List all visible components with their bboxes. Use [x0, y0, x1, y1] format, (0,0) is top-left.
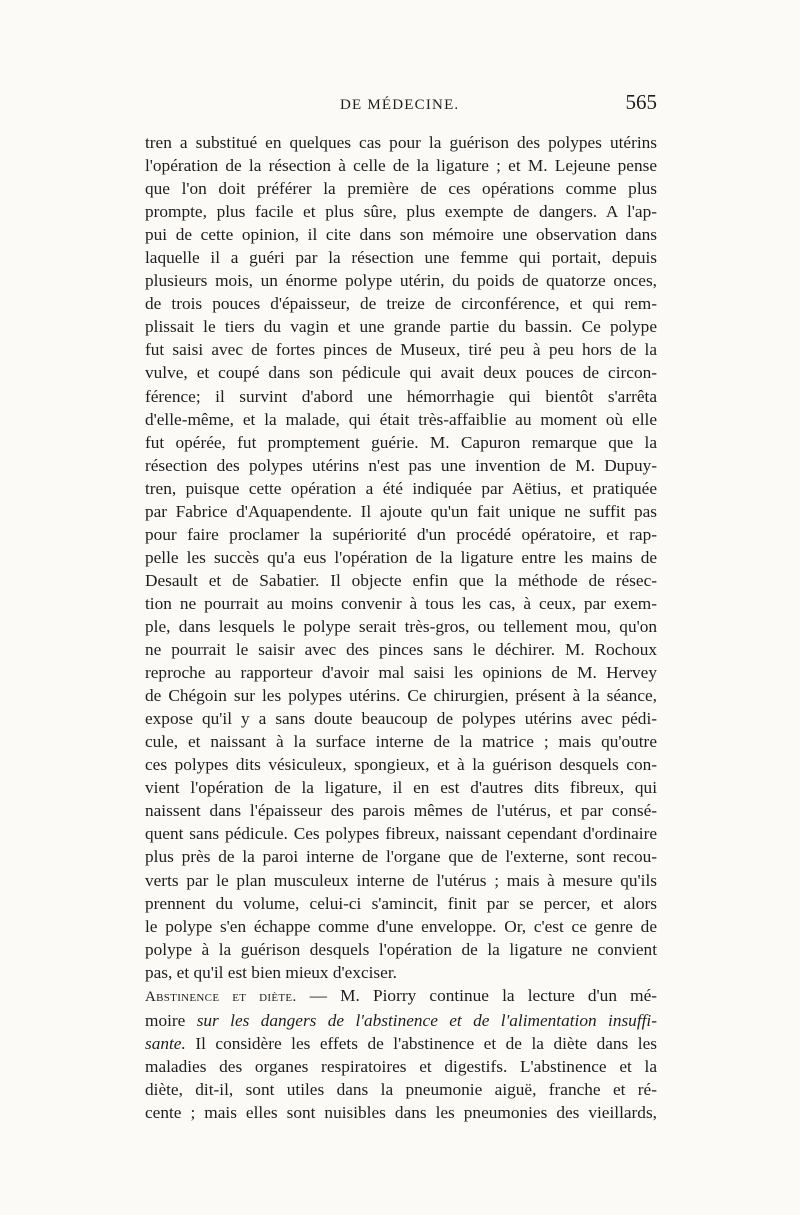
text-line: fut saisi avec de fortes pinces de Museux, tiré peu à peu hors de la — [145, 340, 657, 360]
text-line: pui de cette opinion, il cite dans son mémoire une observation dans — [145, 225, 657, 245]
text-line: plusieurs mois, un énorme polype utérin, du poids de quatorze onces, — [145, 271, 657, 291]
text-line: ple, dans lesquels le polype serait très-gros, ou tellement mou, qu'on — [145, 616, 657, 636]
text-line: de Chégoin sur les polypes utérins. Ce chirurgien, présent à la séance, — [145, 686, 657, 706]
text-line: pelle les succès qu'a eus l'opération de la ligature entre les mains de — [145, 547, 657, 567]
text-line: prennent du volume, celui-ci s'amincit, finit par se percer, et alors — [145, 893, 657, 913]
text-line: plissait le tiers du vagin et une grande partie du bassin. Ce polype — [145, 317, 657, 337]
section-line — [145, 1009, 657, 1032]
text-line: Desault et de Sabatier. Il objecte enfin que la méthode de résec- — [145, 570, 657, 590]
section-line: diète, dit-il, sont utiles dans la pneumonie aiguë, franche et ré- — [145, 1079, 657, 1099]
text-line: ne pourrait le saisir avec des pinces sans le déchirer. M. Rochoux — [145, 640, 657, 660]
text-line: expose qu'il y a sans doute beaucoup de polypes utérins avec pédi- — [145, 709, 657, 729]
text-line: pour faire proclamer la supériorité d'un procédé opératoire, et rap- — [145, 524, 657, 544]
text-line: que l'on doit préférer la première de ces opérations comme plus — [145, 179, 657, 199]
text-line: de trois pouces d'épaisseur, de treize de circonférence, et qui rem- — [145, 294, 657, 314]
page-header — [145, 90, 657, 120]
text-line: l'opération de la résection à celle de la ligature ; et M. Lejeune pense — [145, 156, 657, 176]
memoir-title-italic: sur les dangers de l'abstinence et de l'alimentation insuffi- — [196, 1010, 657, 1030]
section-text: Il considère les effets de l'abstinence et de la diète dans les — [185, 1033, 657, 1053]
section-line: maladies des organes respiratoires et digestifs. L'abstinence et la — [145, 1056, 657, 1076]
text-line: résection des polypes utérins n'est pas une invention de M. Dupuy- — [145, 455, 657, 475]
text-line: vulve, et coupé dans son pédicule qui avait deux pouces de circon- — [145, 363, 657, 383]
running-head: DE MÉDECINE. — [340, 97, 460, 113]
text-line: ces polypes dits vésiculeux, spongieux, et à la guérison desquels con- — [145, 755, 657, 775]
text-line: pas, et qu'il est bien mieux d'exciser. — [145, 962, 397, 982]
section-text: moire — [145, 1010, 197, 1030]
text-line: le polype s'en échappe comme d'une enveloppe. Or, c'est ce genre de — [145, 916, 657, 936]
text-line: polype à la guérison desquels l'opération de la ligature ne convient — [145, 939, 657, 959]
text-line: verts par le plan musculeux interne de l'utérus ; mais à mesure qu'ils — [145, 870, 657, 890]
text-line: fut opérée, fut promptement guérie. M. Capuron remarque que la — [145, 432, 657, 452]
body-text — [145, 131, 657, 1124]
section-first-line — [145, 984, 657, 1009]
section-heading: Abstinence et diète. — [145, 988, 297, 1005]
text-line: par Fabrice d'Aquapendente. Il ajoute qu'un fait unique ne suffit pas — [145, 501, 657, 521]
text-line: laquelle il a guéri par la résection une femme qui portait, depuis — [145, 248, 657, 268]
text-line: quent sans pédicule. Ces polypes fibreux, naissant cependant d'ordinaire — [145, 824, 657, 844]
text-line: tren, puisque cette opération a été indiquée par Aëtius, et pratiquée — [145, 478, 657, 498]
page-number: 565 — [625, 90, 657, 114]
text-line: vient l'opération de la ligature, il en est d'autres dits fibreux, qui — [145, 778, 657, 798]
section-line: cente ; mais elles sont nuisibles dans les pneumonies des vieillards, — [145, 1102, 657, 1122]
text-line: plus près de la paroi interne de l'organe que de l'externe, sont recou- — [145, 847, 657, 867]
section-line — [145, 1032, 657, 1055]
text-line: reproche au rapporteur d'avoir mal saisi les opinions de M. Hervey — [145, 663, 657, 683]
text-line: cule, et naissant à la surface interne de la matrice ; mais qu'outre — [145, 732, 657, 752]
memoir-title-italic: sante. — [145, 1033, 186, 1053]
text-line: férence; il survint d'abord une hémorrhagie qui bientôt s'arrêta — [145, 386, 657, 406]
text-line: tion ne pourrait au moins convenir à tous les cas, à ceux, par exem- — [145, 593, 657, 613]
section-text: — M. Piorry continue la lecture d'un mé- — [296, 985, 657, 1005]
text-line: tren a substitué en quelques cas pour la guérison des polypes utérins — [145, 133, 657, 152]
text-line: naissent dans l'épaisseur des parois mêmes de l'utérus, et par consé- — [145, 801, 657, 821]
text-line: prompte, plus facile et plus sûre, plus exempte de dangers. A l'ap- — [145, 202, 657, 222]
text-line: d'elle-même, et la malade, qui était très-affaiblie au moment où elle — [145, 409, 657, 429]
